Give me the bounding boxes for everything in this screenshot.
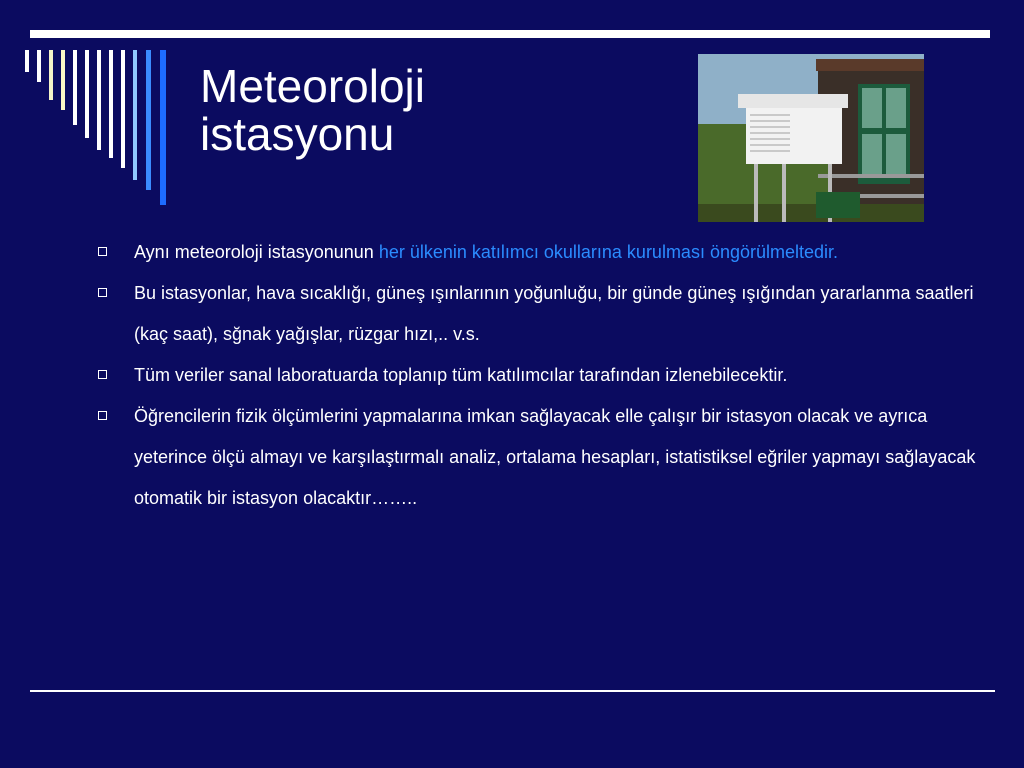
title-line-1: Meteoroloji (200, 60, 425, 112)
hollow-square-bullet-icon (98, 411, 107, 420)
bullet-text: Aynı meteoroloji istasyonunun (134, 242, 379, 262)
stripes-decoration (0, 0, 180, 210)
bullet-item (96, 273, 976, 355)
weather-station-illustration (698, 54, 924, 222)
weather-station-photo (698, 54, 924, 222)
slide-title (200, 62, 425, 158)
bullet-text: Öğrencilerin fizik ölçümlerini yapmalarına imkan sağlayacak elle çalışır bir istasyon olacak ve ayrıca yeterince ölçü almayı ve karşılaştırmalı analiz, ortalama hesapları, istatistiksel eğriler yapmayı sağlayacak otomatik bir istasyon olacaktır…….. (134, 406, 976, 508)
hollow-square-bullet-icon (98, 370, 107, 379)
bottom-rule (30, 690, 995, 692)
bullet-item (96, 232, 976, 273)
bullet-item (96, 355, 976, 396)
bullet-text: Tüm veriler sanal laboratuarda toplanıp tüm katılımcılar tarafından izlenebilecektir. (134, 365, 788, 385)
bullet-item (96, 396, 976, 519)
hollow-square-bullet-icon (98, 247, 107, 256)
bullet-text: Bu istasyonlar, hava sıcaklığı, güneş ışınlarının yoğunluğu, bir günde güneş ışığından yararlanma saatleri (kaç saat), sğnak yağışlar, rüzgar hızı,.. v.s. (134, 283, 974, 344)
title-line-2: istasyonu (200, 108, 395, 160)
bullet-highlight-text: her ülkenin katılımcı okullarına kurulması öngörülmeltedir. (378, 242, 839, 262)
bullet-list (96, 232, 976, 519)
hollow-square-bullet-icon (98, 288, 107, 297)
